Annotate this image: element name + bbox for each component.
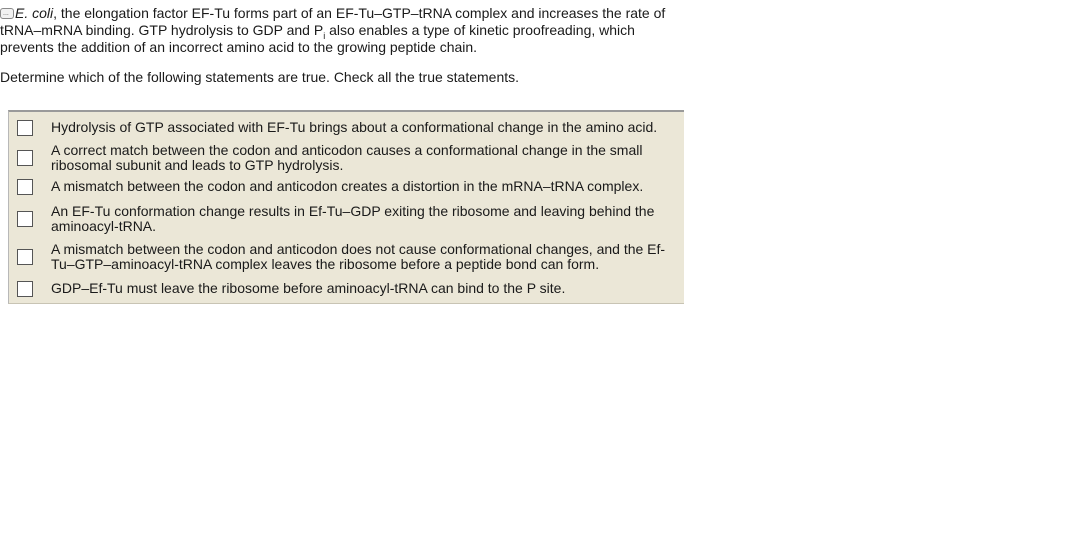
option-checkbox[interactable] xyxy=(17,120,33,136)
options-list xyxy=(8,110,684,304)
option-checkbox[interactable] xyxy=(17,150,33,166)
option-item xyxy=(9,275,685,301)
option-label[interactable]: A mismatch between the codon and anticodon does not cause conformational changes, and the Ef-Tu–GTP–aminoacyl-tRNA complex leaves the ribosome before a peptide bond can form. xyxy=(51,241,666,272)
option-label[interactable]: A correct match between the codon and anticodon causes a conformational change in the small ribosomal subunit and leads to GTP hydrolysis. xyxy=(51,142,643,173)
option-label[interactable]: An EF-Tu conformation change results in Ef-Tu–GDP exiting the ribosome and leaving behind the aminoacyl-tRNA. xyxy=(51,203,655,234)
intro-text-part2: also enables a type of kinetic proofreading, which prevents the addition of an incorrect amino acid to the growing peptide chain. xyxy=(0,22,635,55)
option-checkbox[interactable] xyxy=(17,211,33,227)
option-label[interactable]: GDP–Ef-Tu must leave the ribosome before aminoacyl-tRNA can bind to the P site. xyxy=(51,280,566,296)
question-intro xyxy=(0,5,690,56)
option-item xyxy=(9,199,685,237)
speech-bubble-icon[interactable]: ... xyxy=(0,8,14,19)
option-item xyxy=(9,141,685,175)
option-label[interactable]: Hydrolysis of GTP associated with EF-Tu brings about a conformational change in the amino acid. xyxy=(51,119,658,135)
intro-subscript: i xyxy=(323,30,326,41)
option-checkbox[interactable] xyxy=(17,281,33,297)
option-label[interactable]: A mismatch between the codon and anticodon creates a distortion in the mRNA–tRNA complex. xyxy=(51,178,644,194)
intro-italic-term: E. coli xyxy=(15,5,54,21)
option-item xyxy=(9,117,685,141)
intro-paragraph xyxy=(0,5,690,56)
question-instruction: Determine which of the following statements are true. Check all the true statements. xyxy=(0,69,520,85)
option-item xyxy=(9,237,685,275)
intro-text-part1: , the elongation factor EF-Tu forms part of an EF-Tu–GTP–tRNA complex and increases the rate of tRNA–mRNA binding. GTP hydrolysis to GDP and P xyxy=(0,5,666,38)
option-checkbox[interactable] xyxy=(17,179,33,195)
option-checkbox[interactable] xyxy=(17,249,33,265)
option-item xyxy=(9,175,685,199)
